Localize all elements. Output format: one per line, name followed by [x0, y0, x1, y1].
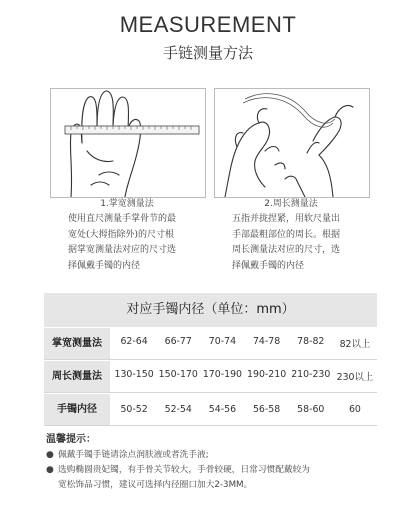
description-line: 五指并拢捏紧，用软尺量出	[232, 214, 341, 224]
table-cell: 52-54	[164, 403, 192, 415]
tip-text	[58, 463, 310, 493]
row-label: 掌宽测量法	[44, 328, 110, 359]
description-line: 周长测量法对应的尺寸，选	[232, 245, 341, 255]
table-cell: 70-74	[208, 336, 237, 347]
tips-section	[46, 430, 386, 493]
hand-tape-icon	[215, 89, 369, 197]
table-cell: 230以上	[336, 372, 374, 383]
table-cell: 66-77	[164, 336, 192, 347]
method-circumference-description	[232, 212, 362, 274]
circumference-illustration	[214, 88, 370, 198]
tip-line: 宽松饰品习惯，建议可选择内径圈口加大2-3MM。	[58, 480, 253, 490]
row-label: 手镯内径	[44, 394, 110, 425]
table-cell: 190-210	[247, 369, 287, 380]
table-row	[44, 360, 377, 393]
table-cell: 54-56	[208, 403, 237, 415]
description-line: 择佩戴手镯的内径	[68, 260, 141, 271]
table-cell: 74-78	[252, 336, 281, 347]
page-subtitle: 手链测量方法	[162, 44, 253, 62]
table-cell: 130-150	[114, 369, 154, 380]
page-title: MEASUREMENT	[119, 12, 297, 37]
table-row	[44, 393, 377, 426]
table-cell: 150-170	[158, 369, 198, 380]
table-cell: 58-60	[297, 403, 325, 415]
table-cell: 170-190	[202, 369, 243, 380]
method-circumference-title: 2.周长测量法	[264, 199, 318, 209]
description-line: 手部最粗部位的周长。根据	[232, 229, 341, 240]
tip-line: 选购椭圆贵妃镯，有手骨关节较大，手骨较硬，日常习惯配戴较为	[58, 465, 310, 475]
table-cell: 78-82	[297, 336, 325, 347]
bullet-icon: ●	[46, 450, 54, 460]
description-line: 宽处(大拇指除外)的尺寸根	[68, 229, 175, 240]
method-palm-title: 1.掌宽测量法	[100, 199, 154, 209]
table-row	[44, 327, 377, 360]
table-cell: 82以上	[339, 339, 371, 350]
description-line: 使用直尺测量手掌骨节的最	[68, 214, 177, 224]
hand-ruler-icon	[51, 89, 205, 197]
table-cell: 50-52	[120, 403, 148, 415]
size-table-header: 对应手镯内径（单位：mm）	[44, 293, 377, 327]
table-cell: 56-58	[252, 403, 281, 415]
tips-title: 温馨提示：	[46, 434, 96, 445]
row-label: 周长测量法	[44, 361, 110, 392]
size-table	[44, 293, 377, 426]
table-cell: 60	[348, 403, 361, 415]
table-cell: 62-64	[120, 336, 148, 347]
tip-item	[46, 463, 386, 493]
tip-item	[46, 448, 386, 463]
palm-width-illustration	[50, 88, 206, 198]
description-line: 据掌宽测量法对应的尺寸选	[68, 245, 177, 255]
bullet-icon: ●	[46, 465, 54, 475]
method-palm-description	[68, 212, 198, 274]
tip-text	[58, 448, 209, 463]
description-line: 择佩戴手镯的内径	[232, 260, 305, 271]
tip-line: 佩戴手镯手链请涂点润肤液或者洗手液;	[58, 450, 209, 460]
table-cell: 210-230	[291, 369, 331, 380]
